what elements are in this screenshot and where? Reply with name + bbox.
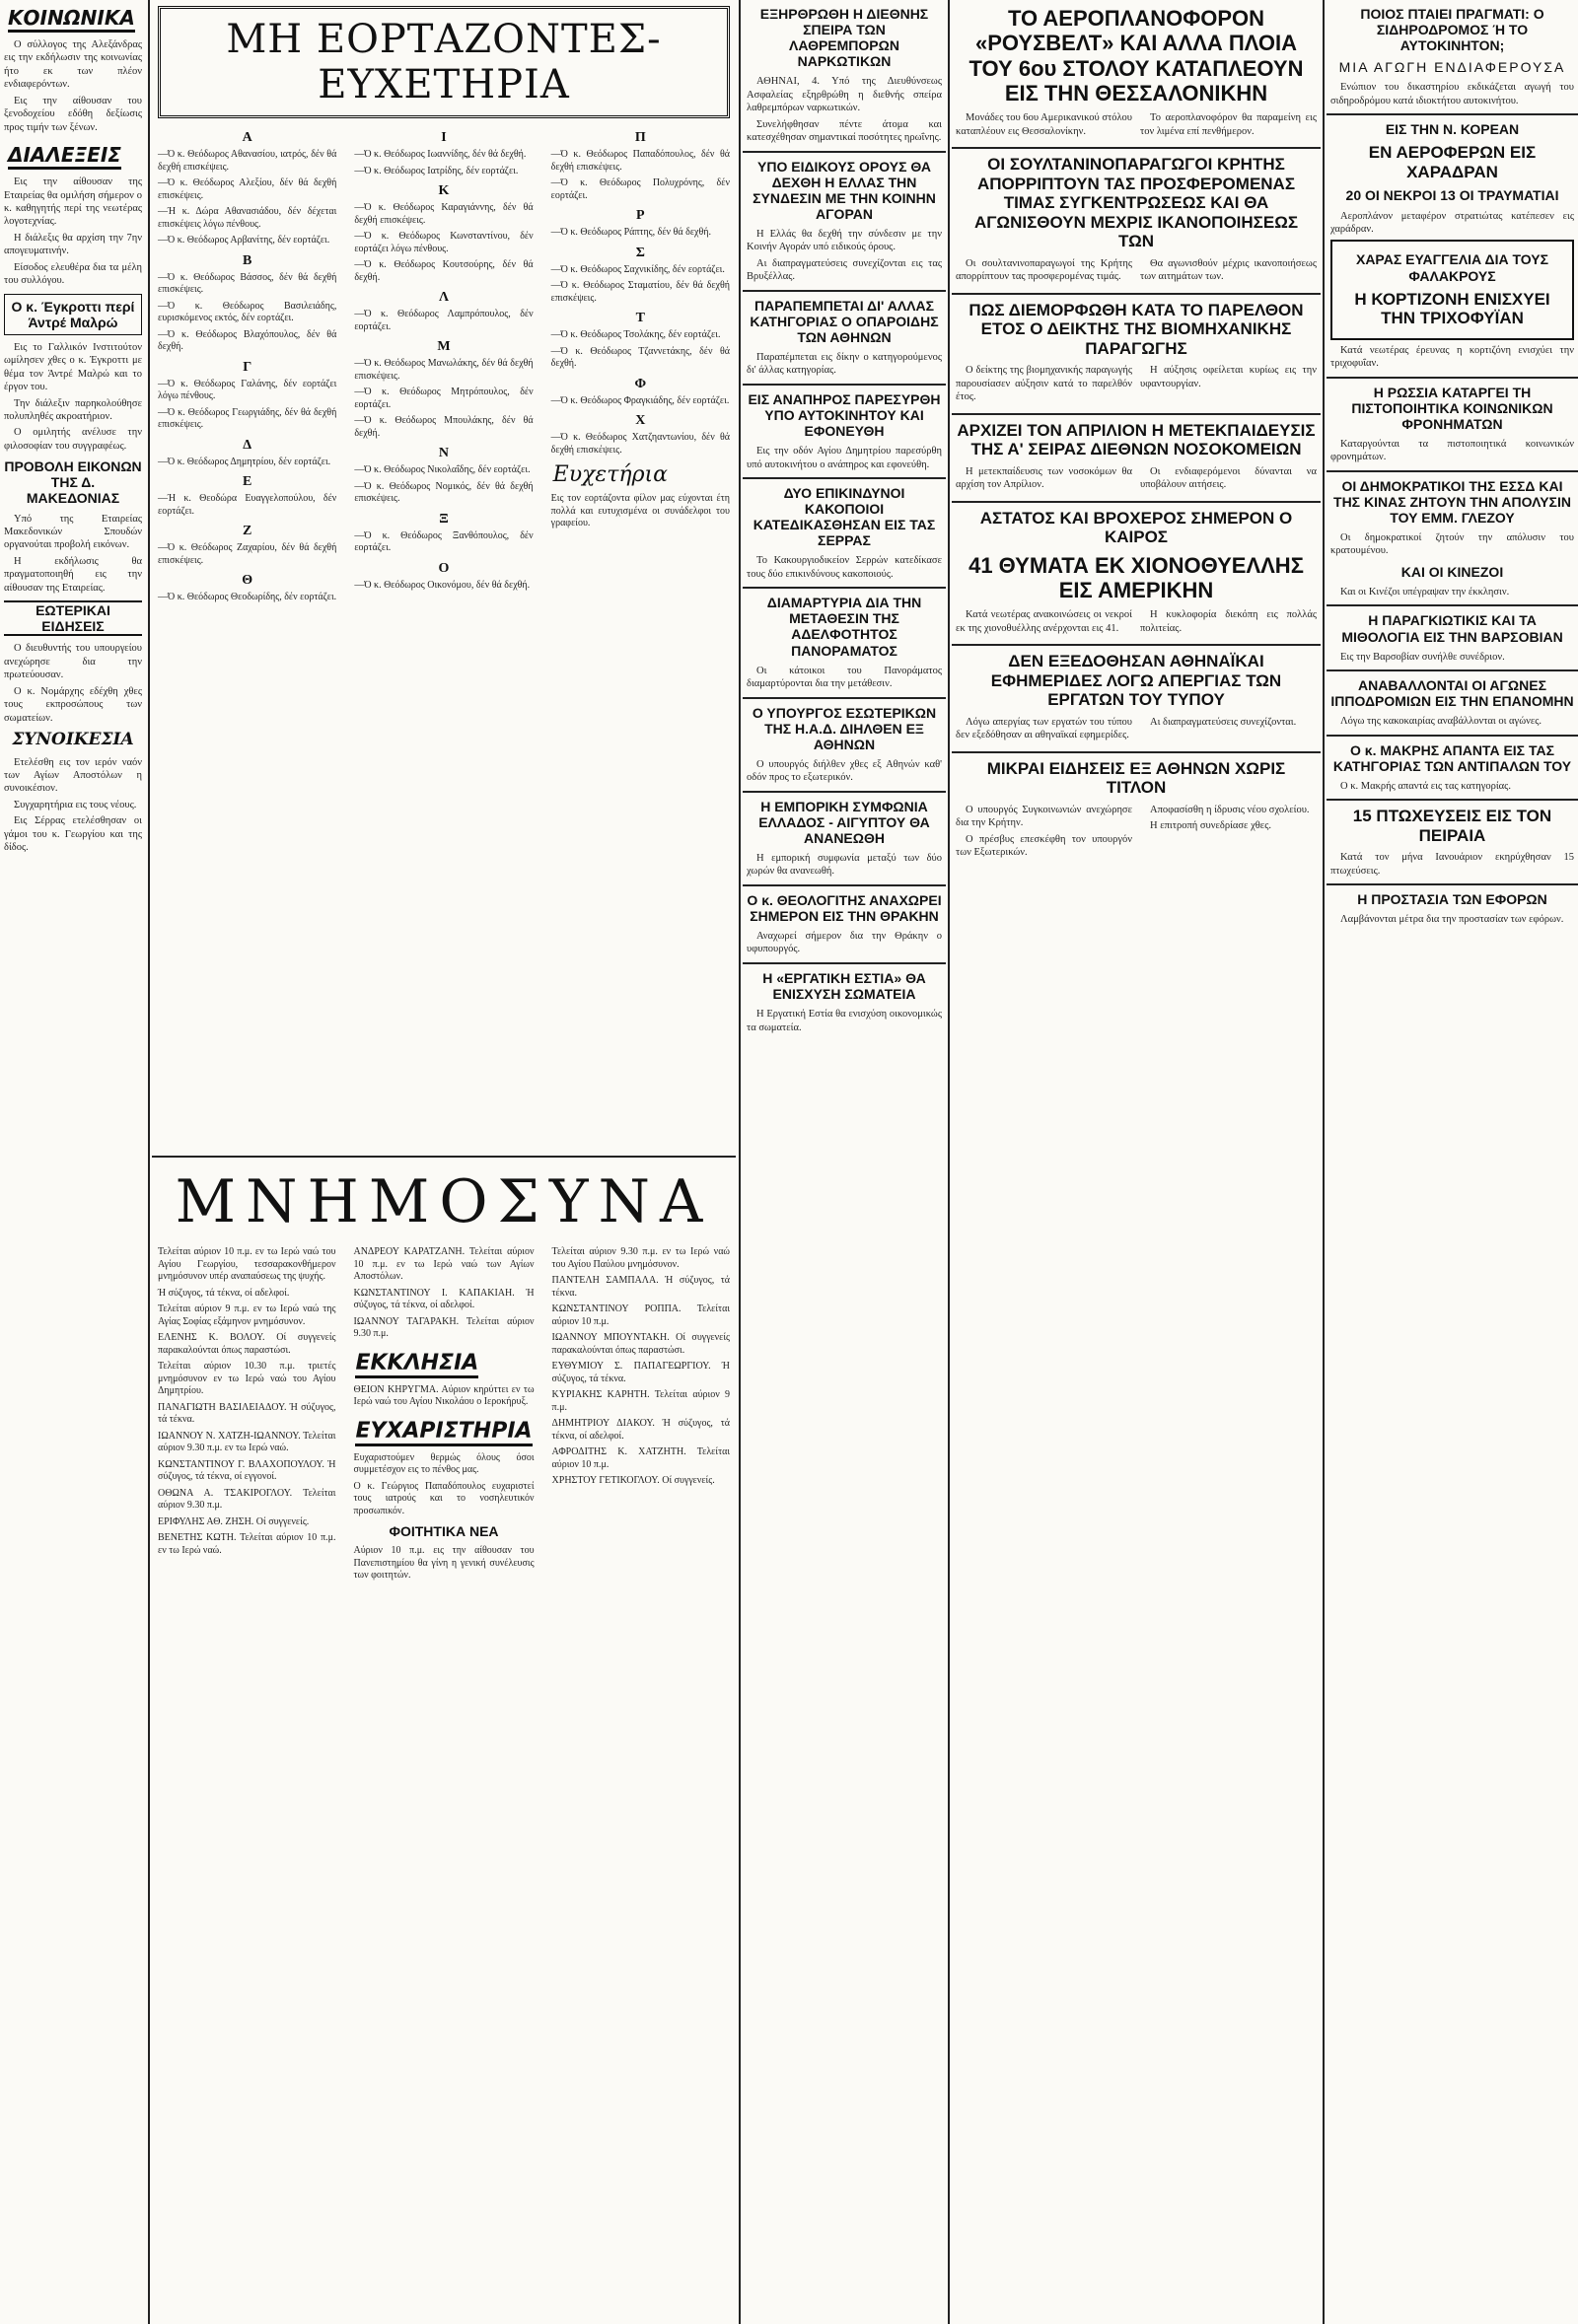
letter-heading: Θ: [242, 573, 253, 588]
news1-text-6: Οι κάτοικοι του Πανοράματος διαμαρτύρονται δια την μετάθεσιν.: [747, 665, 942, 690]
eortazontes-entry: —Ό κ. Θεόδωρος Χατζηαντωνίου, δέν θά δεχθή επισκέψεις.: [550, 432, 730, 456]
letter-heading: Ν: [438, 446, 450, 460]
news1-text-7: Ο υπουργός διήλθεν χθες εξ Αθηνών καθ' οδόν προς το εξωτερικόν.: [747, 758, 942, 784]
mnimosyno-entry: ΕΡΙΦΥΛΗΣ ΑΘ. ΖΗΣΗ. Οί συγγενείς.: [158, 1515, 310, 1527]
divider: [743, 384, 946, 386]
right-headline-9: ΚΑΙ ΟΙ ΚΙΝΕΖΟΙ: [1400, 563, 1504, 580]
left-text-6: Ετελέσθη εις τον ιερόν ναόν των Αγίων Αποστόλων η συνοικέσιον. Συγχαρητήρια εις τους νέους. Εις Σέρρας ετελέσθησαν οι γάμοι του κ. Γεωργίου και της δίδος.: [4, 756, 142, 854]
letter-heading: Β: [242, 252, 252, 268]
right-headline-14: Η ΠΡΟΣΤΑΣΙΑ ΤΩΝ ΕΦΟΡΩΝ: [1357, 891, 1547, 908]
divider: [1327, 883, 1578, 885]
right-text-3: Κατά νεωτέρας έρευνας η κορτιζόνη ενισχύει την τριχοφυΐαν.: [1330, 344, 1574, 370]
eortazontes-entry: —Ό κ. Θεόδωρος Νομικός, δέν θά δεχθή επισκέψεις.: [354, 480, 534, 504]
letter-heading: Ζ: [242, 524, 252, 538]
column-rule-2: [739, 0, 741, 2324]
dateline: ΑΘΗΝΑΙ, 4.: [756, 76, 821, 88]
news1-headline-7: Ο ΥΠΟΥΡΓΟΣ ΕΣΩΤΕΡΙΚΩΝ ΤΗΣ Η.Α.Δ. ΔΙΗΛΘΕΝ ΕΞ ΑΘΗΝΩΝ: [752, 704, 937, 752]
right-text-2: Αεροπλάνον μεταφέρον στρατιώτας κατέπεσεν εις χαράδραν.: [1330, 210, 1574, 235]
eortazontes-entry: —Ό κ. Θεόδωρος Σταματίου, δέν θά δεχθή επισκέψεις.: [550, 280, 730, 304]
right-column: [1327, 0, 1578, 2324]
news1-text-4: Εις την οδόν Αγίου Δημητρίου παρεσύρθη υπό αυτοκινήτου ο ανάπηρος και εφονεύθη.: [747, 446, 942, 470]
divider: [952, 751, 1321, 753]
mnimosyno-entry: ΑΦΡΟΔΙΤΗΣ Κ. ΧΑΤΖΗΤΗ. Τελείται αύριον 10 π.μ.: [551, 1446, 731, 1470]
letter-heading: Ρ: [636, 208, 645, 223]
letter-heading: Σ: [635, 245, 645, 260]
right-headline-6: Η ΚΟΡΤΙΖΟΝΗ ΕΝΙΣΧΥΕΙ ΤΗΝ ΤΡΙΧΟΦΥΪΑΝ: [1354, 289, 1550, 328]
right-text-9: Ο κ. Μακρής απαντά εις τας κατηγορίας.: [1340, 780, 1511, 792]
letter-heading: Μ: [437, 339, 451, 354]
right-text-10: Κατά τον μήνα Ιανουάριον εκηρύχθησαν 15 πτωχεύσεις.: [1330, 852, 1574, 877]
mnimosyno-entry: Τελείται αύριον 9 π.μ. εν τω Ιερώ ναώ της Αγίας Σοφίας εξάμηνον μνημόσυνον.: [158, 1303, 336, 1327]
divider: [743, 290, 946, 292]
divider: [952, 644, 1321, 646]
news1-headline-2: ΥΠΟ ΕΙΔΙΚΟΥΣ ΟΡΟΥΣ ΘΑ ΔΕΧΘΗ Η ΕΛΛΑΣ ΤΗΝ ΣΥΝΔΕΣΙΝ ΜΕ ΤΗΝ ΚΟΙΝΗΝ ΑΓΟΡΑΝ: [753, 158, 936, 222]
right-headline-5: ΧΑΡΑΣ ΕΥΑΓΓΕΛΙΑ ΔΙΑ ΤΟΥΣ ΦΑΛΑΚΡΟΥΣ: [1355, 251, 1549, 284]
news2-headline-5: ΑΣΤΑΤΟΣ ΚΑΙ ΒΡΟΧΕΡΟΣ ΣΗΜΕΡΟΝ Ο ΚΑΙΡΟΣ: [979, 508, 1293, 547]
right-headline-8: ΟΙ ΔΗΜΟΚΡΑΤΙΚΟΙ ΤΗΣ ΕΣΣΔ ΚΑΙ ΤΗΣ ΚΙΝΑΣ ΖΗΤΟΥΝ ΤΗΝ ΑΠΟΛΥΣΙΝ ΤΟΥ ΕΜΜ. ΓΛΕΖΟΥ: [1333, 477, 1571, 526]
eortazontes-entry: —Ό κ. Θεόδωρος Πολυχρόνης, δέν εορτάζει.: [550, 177, 730, 201]
eortazontes-entry: —Ό κ. Θεόδωρος Δημητρίου, δέν εορτάζει.: [158, 456, 331, 467]
left-synoikesia-label: ΣΥΝΟΙΚΕΣΙΑ: [12, 729, 134, 749]
right-text-6: Και οι Κινέζοι υπέγραψαν την έκκλησιν.: [1340, 586, 1510, 598]
news2-headline-7: ΔΕΝ ΕΞΕΔΟΘΗΣΑΝ ΑΘΗΝΑΪΚΑΙ ΕΦΗΜΕΡΙΔΕΣ ΛΟΓΩ ΑΠΕΡΓΙΑΣ ΤΩΝ ΕΡΓΑΤΩΝ ΤΟΥ ΤΥΠΟΥ: [990, 652, 1282, 710]
news-column-1: [743, 0, 946, 2324]
divider: [1327, 735, 1578, 737]
right-headline-11: ΑΝΑΒΑΛΛΟΝΤΑΙ ΟΙ ΑΓΩΝΕΣ ΙΠΠΟΔΡΟΜΙΩΝ ΕΙΣ ΤΗΝ ΕΠΑΝΟΜΗΝ: [1330, 677, 1574, 710]
mnimosyno-entry: ΚΩΝΣΤΑΝΤΙΝΟΥ ΡΟΠΠΑ. Τελείται αύριον 10 π.μ.: [551, 1303, 731, 1327]
divider: [1327, 604, 1578, 606]
mnimosyno-entry: ΚΩΝΣΤΑΝΤΙΝΟΥ Γ. ΒΛΑΧΟΠΟΥΛΟΥ. Ή σύζυγος, τά τέκνα, οί εγγονοί.: [158, 1458, 336, 1482]
eortazontes-entry: —Ή κ. Δώρα Αθανασιάδου, δέν δέχεται επισκέψεις λόγω πένθους.: [158, 206, 337, 230]
news1-text-10: Η Εργατική Εστία θα ενισχύση οικονομικώς τα σωματεία.: [747, 1009, 942, 1033]
news2-text-1: Μονάδες του 6ου Αμερικανικού στόλου καταπλέουν εις Θεσσαλονίκην. Το αεροπλανοφόρον θα παραμείνη εις τον λιμένα επί πενθήμερον.: [956, 112, 1317, 137]
letter-heading: Φ: [634, 376, 647, 391]
fititika-text: Αύριον 10 π.μ. εις την αίθουσαν του Πανεπιστημίου θα γίνη η γενική συνέλευσις των φοιτητών.: [353, 1545, 535, 1582]
ekklisia-text: ΘΕΙΟΝ ΚΗΡΥΓΜΑ. Αύριον κηρύττει εν τω Ιερώ ναώ του Αγίου Νικολάου ο Ιεροκήρυξ.: [353, 1383, 535, 1407]
left-text-1: Ο σύλλογος της Αλεξάνδρας εις την εκδήλωσιν της κοινωνίας ήτο εκ των πλέον ενδιαφερόντων. Εις την αίθουσαν του ξενοδοχείου εδόθη δεξίωσις προς τιμήν των ξένων.: [4, 39, 142, 133]
news1-headline-8: Η ΕΜΠΟΡΙΚΗ ΣΥΜΦΩΝΙΑ ΕΛΛΑΔΟΣ - ΑΙΓΥΠΤΟΥ ΘΑ ΑΝΑΝΕΩΘΗ: [758, 798, 930, 846]
left-text-5: Ο διευθυντής του υπουργείου ανεχώρησε δια την πρωτεύουσαν. Ο κ. Νομάρχης εδέχθη χθες τους εκπροσώπους των σωματείων.: [4, 643, 142, 724]
divider: [743, 587, 946, 589]
efxaristiria-text: Ευχαριστούμεν θερμώς όλους όσοι συμμετέσχον εις το πένθος μας.: [353, 1451, 535, 1475]
divider: [1327, 470, 1578, 472]
left-text-4: Υπό της Εταιρείας Μακεδονικών Σπουδών οργανούται προβολή εικόνων. Η εκδήλωσις θα πραγματοποιηθή εις την αίθουσαν της Εταιρείας.: [4, 513, 142, 594]
news1-text-3: Παραπέμπεται εις δίκην ο κατηγορούμενος δι' άλλας κατηγορίας.: [747, 351, 942, 377]
eortazontes-entry: —Ό κ. Θεόδωρος Παπαδόπουλος, δέν θά δεχθή επισκέψεις.: [550, 149, 730, 173]
news2-headline-3: ΠΩΣ ΔΙΕΜΟΡΦΩΘΗ ΚΑΤΑ ΤΟ ΠΑΡΕΛΘΟΝ ΕΤΟΣ Ο ΔΕΙΚΤΗΣ ΤΗΣ ΒΙΟΜΗΧΑΝΙΚΗΣ ΠΑΡΑΓΩΓΗΣ: [968, 300, 1304, 358]
letter-heading: Κ: [438, 183, 450, 198]
news1-text-8: Η εμπορική συμφωνία μεταξύ των δύο χωρών θα ανανεωθή.: [747, 852, 942, 878]
news2-text-2: Οι σουλτανινοπαραγωγοί της Κρήτης απορρίπτουν τας προσφερομένας τιμάς. Θα αγωνισθούν μέχρις ικανοποιήσεως των αιτημάτων των.: [956, 257, 1317, 283]
mnimosyno-entry: ΚΥΡΙΑΚΗΣ ΚΑΡΗΤΗ. Τελείται αύριον 9 π.μ.: [551, 1389, 731, 1413]
news1-headline-6: ΔΙΑΜΑΡΤΥΡΙΑ ΔΙΑ ΤΗΝ ΜΕΤΑΘΕΣΙΝ ΤΗΣ ΑΔΕΛΦΟΤΗΤΟΣ ΠΑΝΟΡΑΜΑΤΟΣ: [766, 595, 922, 659]
news1-text-9: Αναχωρεί σήμερον δια την Θράκην ο υφυπουργός.: [747, 931, 942, 955]
news1-text-1: ΑΘΗΝΑΙ, 4. Υπό της Διευθύνσεως Ασφαλείας εξηρθρώθη η διεθνής σπείρα λαθρεμπόρων ναρκωτικών. Συνελήφθησαν πέντε άτομα και κατεσχέθησαν σημαντικαί ποσότητες ηρωΐνης.: [747, 76, 942, 144]
eortazontes-entry: —Ό κ. Θεόδωρος Ιατρίδης, δέν εορτάζει.: [354, 165, 519, 176]
eortazontes-columns: [152, 124, 736, 1150]
mnimosyno-entry: Ή σύζυγος, τά τέκνα, οί αδελφοί.: [158, 1287, 290, 1299]
mnimosyno-entry: ΚΩΝΣΤΑΝΤΙΝΟΥ Ι. ΚΑΠΑΚΙΑΗ. Ή σύζυγος, τά τέκνα, οί αδελφοί.: [353, 1287, 535, 1310]
right-headline-4: 20 ΟΙ ΝΕΚΡΟΙ 13 ΟΙ ΤΡΑΥΜΑΤΙΑΙ: [1345, 187, 1559, 204]
news2-text-7: Ο υπουργός Συγκοινωνιών ανεχώρησε δια την Κρήτην. Ο πρέσβυς επεσκέφθη τον υπουργόν των Εξωτερικών. Αποφασίσθη η ίδρυσις νέου σχολείου. Η επιτροπή συνεδρίασε χθες.: [956, 804, 1310, 859]
mnimosyno-entry: ΒΕΝΕΤΗΣ ΚΩΤΗ. Τελείται αύριον 10 π.μ. εν τω Ιερώ ναώ.: [158, 1532, 336, 1556]
news1-headline-1: ΕΞΗΡΘΡΩΘΗ Η ΔΙΕΘΝΗΣ ΣΠΕΙΡΑ ΤΩΝ ΛΑΘΡΕΜΠΟΡΩΝ ΝΑΡΚΩΤΙΚΩΝ: [759, 6, 929, 70]
divider: [952, 413, 1321, 415]
left-text-3: Εις το Γαλλικόν Ινστιτούτον ωμίλησεν χθες ο κ. Έγκροττι με θέμα τον Άντρέ Μαλρώ και το έργον του. Την διάλεξιν παρηκολούθησε πολυπληθές ακροατήριον. Ο ομιλητής ανέλυσε την φιλοσοφίαν του συγγραφέως.: [4, 341, 142, 452]
news2-headline-6: 41 ΘΥΜΑΤΑ ΕΚ ΧΙΟΝΟΘΥΕΛΛΗΣ ΕΙΣ ΑΜΕΡΙΚΗΝ: [968, 552, 1304, 602]
letter-heading: Ο: [438, 560, 450, 576]
right-headline-12: Ο κ. ΜΑΚΡΗΣ ΑΠΑΝΤΑ ΕΙΣ ΤΑΣ ΚΑΤΗΓΟΡΙΑΣ ΤΩΝ ΑΝΤΙΠΑΛΩΝ ΤΟΥ: [1332, 741, 1572, 774]
divider: [952, 293, 1321, 295]
eortazontes-entry: —Ό κ. Θεόδωρος Φραγκιάδης, δέν εορτάζει.: [550, 394, 730, 406]
divider: [152, 1156, 736, 1158]
eortazontes-entry: —Ό κ. Θεόδωρος Βασιλειάδης, ευρισκόμενος εκτός, δέν εορτάζει.: [158, 300, 337, 323]
right-text-7: Εις την Βαρσοβίαν συνήλθε συνέδριον.: [1340, 651, 1505, 663]
right-headline-1: ΠΟΙΟΣ ΠΤΑΙΕΙ ΠΡΑΓΜΑΤΙ: Ο ΣΙΔΗΡΟΔΡΟΜΟΣ Ή ΤΟ ΑΥΤΟΚΙΝΗΤΟΝ;: [1360, 6, 1544, 54]
right-text-5: Οι δημοκρατικοί ζητούν την απόλυσιν του κρατουμένου.: [1330, 532, 1574, 557]
divider: [952, 501, 1321, 503]
right-headline-1-sub: ΜΙΑ ΑΓΩΓΗ ΕΝΔΙΑΦΕΡΟΥΣΑ: [1338, 59, 1566, 76]
ekklisia-label: ΕΚΚΛΗΣΙΑ: [355, 1351, 478, 1378]
mnimosyno-entry: Τελείται αύριον 10 π.μ. εν τω Ιερώ ναώ του Αγίου Γεωργίου, τεσσαρακονθήμερον μνημόσυνον υπέρ αναπαύσεως της ψυχής.: [158, 1246, 336, 1282]
news2-headline-4: ΑΡΧΙΖΕΙ ΤΟΝ ΑΠΡΙΛΙΟΝ Η ΜΕΤΕΚΠΑΙΔΕΥΣΙΣ ΤΗΣ Α' ΣΕΙΡΑΣ ΔΙΕΘΝΩΝ ΝΟΣΟΚΟΜΕΙΩΝ: [957, 420, 1316, 459]
mnimosyna-columns: [152, 1246, 736, 2324]
center-block: [152, 0, 736, 2324]
eortazontes-entry: —Ό κ. Θεόδωρος Τσολάκης, δέν εορτάζει.: [550, 329, 721, 340]
kathinika-label: ΚΟΙΝΩΝΙΚΑ: [8, 6, 135, 33]
eortazontes-entry: —Ό κ. Θεόδωρος Οικονόμου, δέν θά δεχθή.: [354, 579, 531, 591]
eortazontes-entry: —Ό κ. Θεόδωρος Βλαχόπουλος, δέν θά δεχθή.: [158, 328, 337, 352]
mnimosyno-entry: Τελείται αύριον 10.30 π.μ. τριετές μνημόσυνον εν τω Ιερώ ναώ του Αγίου Δημητρίου.: [158, 1361, 336, 1396]
right-headline-2: ΕΙΣ ΤΗΝ Ν. ΚΟΡΕΑΝ: [1385, 121, 1520, 138]
eortazontes-entry: —Ή κ. Θεοδώρα Ευαγγελοπούλου, δέν εορτάζει.: [158, 493, 337, 517]
efxetiria-label: Ευχετήρια: [552, 462, 668, 487]
news1-text-5: Το Κακουργιοδικείον Σερρών κατεδίκασε τους δύο επικινδύνους κακοποιούς.: [747, 555, 942, 580]
eortazontes-entry: —Ό κ. Θεόδωρος Κουτσούρης, δέν θά δεχθή.: [354, 259, 534, 283]
eortazontes-entry: —Ό κ. Θεόδωρος Αλεξίου, δέν θά δεχθή επισκέψεις.: [158, 177, 337, 201]
mnimosyno-entry: Τελείται αύριον 9.30 π.μ. εν τω Ιερώ ναώ του Αγίου Παύλου μνημόσυνον.: [551, 1246, 731, 1270]
letter-heading: Δ: [243, 437, 252, 453]
mnimosyno-entry: ΔΗΜΗΤΡΙΟΥ ΔΙΑΚΟΥ. Ή σύζυγος, τά τέκνα, οί αδελφοί.: [551, 1418, 731, 1442]
news-column-2: [952, 0, 1321, 2324]
eortazontes-entry: —Ό κ. Θεόδωρος Μητρόπουλος, δέν εορτάζει.: [354, 387, 534, 410]
eortazontes-entry: —Ό κ. Θεόδωρος Ξανθόπουλος, δέν εορτάζει.: [354, 529, 534, 553]
right-text-1: Ενώπιον του δικαστηρίου εκδικάζεται αγωγή του σιδηροδρόμου κατά ιδιοκτήτου αυτοκινήτου.: [1330, 82, 1574, 106]
letter-heading: Π: [634, 130, 646, 145]
divider: [743, 962, 946, 964]
column-rule-4: [1323, 0, 1325, 2324]
eortazontes-entry: —Ό κ. Θεόδωρος Ράπτης, δέν θά δεχθή.: [550, 227, 711, 238]
divider: [743, 884, 946, 886]
eortazontes-entry: —Ό κ. Θεόδωρος Γεωργιάδης, δέν θά δεχθή επισκέψεις.: [158, 406, 337, 430]
news2-headline-1: ΤΟ ΑΕΡΟΠΛΑΝΟΦΟΡΟΝ «ΡΟΥΣΒΕΛΤ» ΚΑΙ ΑΛΛΑ ΠΛΟΙΑ ΤΟΥ 6ου ΣΤΟΛΟΥ ΚΑΤΑΠΛΕΟΥΝ ΕΙΣ ΤΗΝ ΘΕΣΣΑΛΟΝΙΚΗΝ: [968, 6, 1304, 106]
right-headline-7: Η ΡΩΣΣΙΑ ΚΑΤΑΡΓΕΙ ΤΗ ΠΙΣΤΟΠΟΙΗΤΙΚΑ ΚΟΙΝΩΝΙΚΩΝ ΦΡΟΝΗΜΑΤΩΝ: [1351, 384, 1553, 432]
letter-heading: Τ: [635, 311, 645, 325]
letter-heading: Ι: [441, 130, 447, 145]
column-rule-1: [148, 0, 150, 2324]
mnimosyno-entry: ΟΘΩΝΑ Α. ΤΣΑΚΙΡΟΓΛΟΥ. Τελείται αύριον 9.30 π.μ.: [158, 1487, 336, 1511]
letter-heading: Ξ: [439, 511, 449, 527]
eortazontes-entry: —Ό κ. Θεόδωρος Σαχνικίδης, δέν εορτάζει.: [550, 263, 725, 275]
mnimosyno-entry: ΕΥΘΥΜΙΟΥ Σ. ΠΑΠΑΓΕΩΡΓΙΟΥ. Ή σύζυγος, τά τέκνα.: [551, 1361, 731, 1384]
news1-headline-4: ΕΙΣ ΑΝΑΠΗΡΟΣ ΠΑΡΕΣΥΡΘΗ ΥΠΟ ΑΥΤΟΚΙΝΗΤΟΥ ΚΑΙ ΕΦΟΝΕΥΘΗ: [748, 390, 941, 440]
news2-text-3: Ο δείκτης της βιομηχανικής παραγωγής παρουσίασεν αύξησιν κατά το παρελθόν έτος. Η αύξησις οφείλεται κυρίως εις την υφαντουργίαν.: [956, 365, 1317, 403]
mnimosyno-entry: ΧΡΗΣΤΟΥ ΓΕΤΙΚΟΓΛΟΥ. Οί συγγενείς.: [551, 1475, 715, 1486]
eortazontes-entry: —Ό κ. Θεόδωρος Νικολαΐδης, δέν εορτάζει.: [354, 464, 531, 475]
left-text-2: Εις την αίθουσαν της Εταιρείας θα ομιλήση σήμερον ο κ. καθηγητής περί της νεωτέρας λογοτεχνίας. Η διάλεξις θα αρχίση την 7ην απογευματινήν. Είσοδος ελευθέρα δια τα μέλη του συλλόγου.: [4, 176, 142, 287]
mnimosyno-entry: ΙΩΑΝΝΟΥ ΤΑΓΑΡΑΚΗ. Τελείται αύριον 9.30 π.μ.: [353, 1315, 535, 1339]
mnimosyno-entry: ΙΩΑΝΝΟΥ ΜΠΟΥΝΤΑΚΗ. Οί συγγενείς παρακαλούνται όπως παραστώσι.: [551, 1332, 731, 1356]
right-headline-10: Η ΠΑΡΑΓΚΙΩΤΙΚΙΣ ΚΑΙ ΤΑ ΜΙΘΟΛΟΓΙΑ ΕΙΣ ΤΗΝ ΒΑΡΣΟΒΙΑΝ: [1341, 612, 1563, 645]
news2-text-6: Λόγω απεργίας των εργατών του τύπου δεν εξεδόθησαν αι αθηναϊκαί εφημερίδες. Αι διαπραγματεύσεις συνεχίζονται.: [956, 716, 1297, 741]
letter-heading: Α: [242, 130, 252, 145]
mnimosyno-entry: ΑΝΔΡΕΟΥ ΚΑΡΑΤΖΑΝΗ. Τελείται αύριον 10 π.μ. εν τω Ιερώ ναώ των Αγίων Αποστόλων.: [353, 1246, 535, 1282]
mnimosyno-entry: ΙΩΑΝΝΟΥ Ν. ΧΑΤΖΗ-ΙΩΑΝΝΟΥ. Τελείται αύριον 9.30 π.μ. εν τω Ιερώ ναώ.: [158, 1430, 336, 1453]
news1-headline-3: ΠΑΡΑΠΕΜΠΕΤΑΙ ΔΙ' ΑΛΛΑΣ ΚΑΤΗΓΟΡΙΑΣ Ο ΟΠΑΡΟΙΔΗΣ ΤΩΝ ΑΘΗΝΩΝ: [750, 297, 939, 345]
mnimosyno-entry: ΕΛΕΝΗΣ Κ. ΒΟΛΟΥ. Οί συγγενείς παρακαλούνται όπως παραστώσι.: [158, 1332, 336, 1356]
fititika-label: ΦΟΙΤΗΤΙΚΑ ΝΕΑ: [389, 1523, 499, 1539]
news2-headline-2: ΟΙ ΣΟΥΛΤΑΝΙΝΟΠΑΡΑΓΩΓΟΙ ΚΡΗΤΗΣ ΑΠΟΡΡΙΠΤΟΥΝ ΤΑΣ ΠΡΟΣΦΕΡΟΜΕΝΑΣ ΤΙΜΑΣ ΣΥΓΚΕΝΤΡΩΣΕΩΣ ΚΑΙ ΘΑ ΑΓΩΝΙΣΘΟΥΝ ΜΕΧΡΙΣ ΙΚΑΝΟΠΟΙΗΣΕΩΣ ΤΩΝ: [973, 155, 1299, 251]
left-article1-title: Ο κ. Έγκροττι περί Άντρέ Μαλρώ: [4, 294, 142, 335]
masthead: ΜΗ ΕΟΡΤΑΖΟΝΤΕΣ-ΕΥΧΕΤΗΡΙΑ: [158, 6, 730, 118]
divider: [1327, 669, 1578, 671]
divider: [743, 151, 946, 153]
right-headline-3: ΕΝ ΑΕΡΟΦΕΡΩΝ ΕΙΣ ΧΑΡΑΔΡΑΝ: [1368, 143, 1537, 181]
letter-heading: Γ: [243, 359, 252, 375]
right-headline-13: 15 ΠΤΩΧΕΥΣΕΙΣ ΕΙΣ ΤΟΝ ΠΕΙΡΑΙΑ: [1352, 807, 1552, 845]
right-text-4: Καταργούνται τα πιστοποιητικά κοινωνικών φρονημάτων.: [1330, 438, 1574, 463]
eortazontes-entry: —Ό κ. Θεόδωρος Βάσσος, δέν θά δεχθή επισκέψεις.: [158, 271, 337, 295]
right-text-8: Λόγω της κακοκαιρίας αναβάλλονται οι αγώνες.: [1340, 716, 1542, 728]
right-text-11: Λαμβάνονται μέτρα δια την προστασίαν των εφόρων.: [1340, 914, 1564, 926]
divider: [1327, 377, 1578, 379]
mnimosyno-entry: ΠΑΝΤΕΛΗ ΣΑΜΠΑΛΑ. Ή σύζυγος, τά τέκνα.: [551, 1275, 731, 1299]
left-article2-title: ΠΡΟΒΟΛΗ ΕΙΚΟΝΩΝ ΤΗΣ Δ. ΜΑΚΕΔΟΝΙΑΣ: [4, 458, 142, 507]
eortazontes-entry: —Ό κ. Θεόδωρος Μπουλάκης, δέν θά δεχθή.: [354, 415, 534, 439]
dialexeis-label: ΔΙΑΛΕΞΕΙΣ: [8, 143, 121, 170]
eortazontes-entry: —Ό κ. Θεόδωρος Αθανασίου, ιατρός, δέν θά δεχθή επισκέψεις.: [158, 149, 337, 173]
left-column: [0, 0, 146, 2324]
eortazontes-entry: —Ό κ. Θεόδωρος Κωνσταντίνου, δέν εορτάζει λόγω πένθους.: [354, 231, 534, 254]
mnimosyna-heading: ΜΝΗΜΟΣΥΝΑ: [175, 1167, 713, 1236]
eortazontes-entry: —Ό κ. Θεόδωρος Γαλάνης, δέν εορτάζει λόγω πένθους.: [158, 378, 337, 401]
eortazontes-entry: —Ό κ. Θεόδωρος Ιωαννίδης, δέν θά δεχθή.: [354, 149, 527, 160]
news2-text-5: Κατά νεωτέρας ανακοινώσεις οι νεκροί εκ της χιονοθυέλλης ανέρχονται εις 41. Η κυκλοφορία διεκόπη εις πολλάς πολιτείας.: [956, 609, 1317, 634]
divider: [743, 697, 946, 699]
divider: [952, 147, 1321, 149]
eortazontes-entry: —Ό κ. Θεόδωρος Θεοδωρίδης, δέν εορτάζει.: [158, 592, 337, 602]
column-rule-3: [948, 0, 950, 2324]
news1-text-2: Η Ελλάς θα δεχθή την σύνδεσιν με την Κοινήν Αγοράν υπό ειδικούς όρους. Αι διαπραγματεύσεις συνεχίζονται εις τας Βρυξέλλας.: [747, 228, 942, 283]
news2-text-4: Η μετεκπαίδευσις των νοσοκόμων θα αρχίση τον Απρίλιον. Οι ενδιαφερόμενοι δύνανται να υποβάλουν αιτήσεις.: [956, 465, 1317, 491]
divider: [1327, 113, 1578, 115]
divider: [743, 791, 946, 793]
efxaristiria-text: Ο κ. Γεώργιος Παπαδόπουλος ευχαριστεί τους ιατρούς και το νοσηλευτικόν προσωπικόν.: [353, 1480, 535, 1516]
letter-heading: Λ: [438, 290, 450, 305]
eortazontes-entry: —Ό κ. Θεόδωρος Μανωλάκης, δέν θά δεχθή επισκέψεις.: [354, 358, 534, 382]
right-box: [1330, 240, 1574, 339]
efxaristiria-label: ΕΥΧΑΡΙΣΤΗΡΙΑ: [355, 1419, 532, 1446]
divider: [743, 477, 946, 479]
divider: [1327, 799, 1578, 801]
news1-headline-10: Η «ΕΡΓΑΤΙΚΗ ΕΣΤΙΑ» ΘΑ ΕΝΙΣΧΥΣΗ ΣΩΜΑΤΕΙΑ: [762, 969, 926, 1002]
news1-headline-5: ΔΥΟ ΕΠΙΚΙΝΔΥΝΟΙ ΚΑΚΟΠΟΙΟΙ ΚΑΤΕΔΙΚΑΣΘΗΣΑΝ ΕΙΣ ΤΑΣ ΣΕΡΡΑΣ: [753, 485, 936, 549]
letter-heading: Χ: [635, 413, 646, 428]
eortazontes-entry: —Ό κ. Θεόδωρος Αρβανίτης, δέν εορτάζει.: [158, 235, 330, 246]
news1-headline-9: Ο κ. ΘΕΟΛΟΓΙΤΗΣ ΑΝΑΧΩΡΕΙ ΣΗΜΕΡΟΝ ΕΙΣ ΤΗΝ ΘΡΑΚΗΝ: [747, 891, 942, 924]
letter-heading: Ε: [242, 474, 252, 489]
mnimosyno-entry: ΠΑΝΑΓΙΩΤΗ ΒΑΣΙΛΕΙΑΔΟΥ. Ή σύζυγος, τά τέκνα.: [158, 1401, 336, 1425]
eortazontes-entry: —Ό κ. Θεόδωρος Ζαχαρίου, δέν θά δεχθή επισκέψεις.: [158, 542, 337, 566]
news2-headline-8: ΜΙΚΡΑΙ ΕΙΔΗΣΕΙΣ ΕΞ ΑΘΗΝΩΝ ΧΩΡΙΣ ΤΙΤΛΟΝ: [986, 758, 1286, 798]
eortazontes-entry: —Ό κ. Θεόδωρος Λαμπρόπουλος, δέν εορτάζει.: [354, 309, 534, 332]
efxetiria-text: Εις τον εορτάζοντα φίλον μας εύχονται έτη πολλά και ευτυχισμένα οι συνάδελφοι του γραφείου.: [550, 493, 730, 528]
eortazontes-entry: —Ό κ. Θεόδωρος Καραγιάννης, δέν θά δεχθή επισκέψεις.: [354, 202, 534, 226]
eortazontes-entry: —Ό κ. Θεόδωρος Τζαννετάκης, δέν θά δεχθή.: [550, 345, 730, 369]
left-kathimerines-label: ΕΩΤΕΡΙΚΑΙ ΕΙΔΗΣΕΙΣ: [4, 600, 142, 636]
